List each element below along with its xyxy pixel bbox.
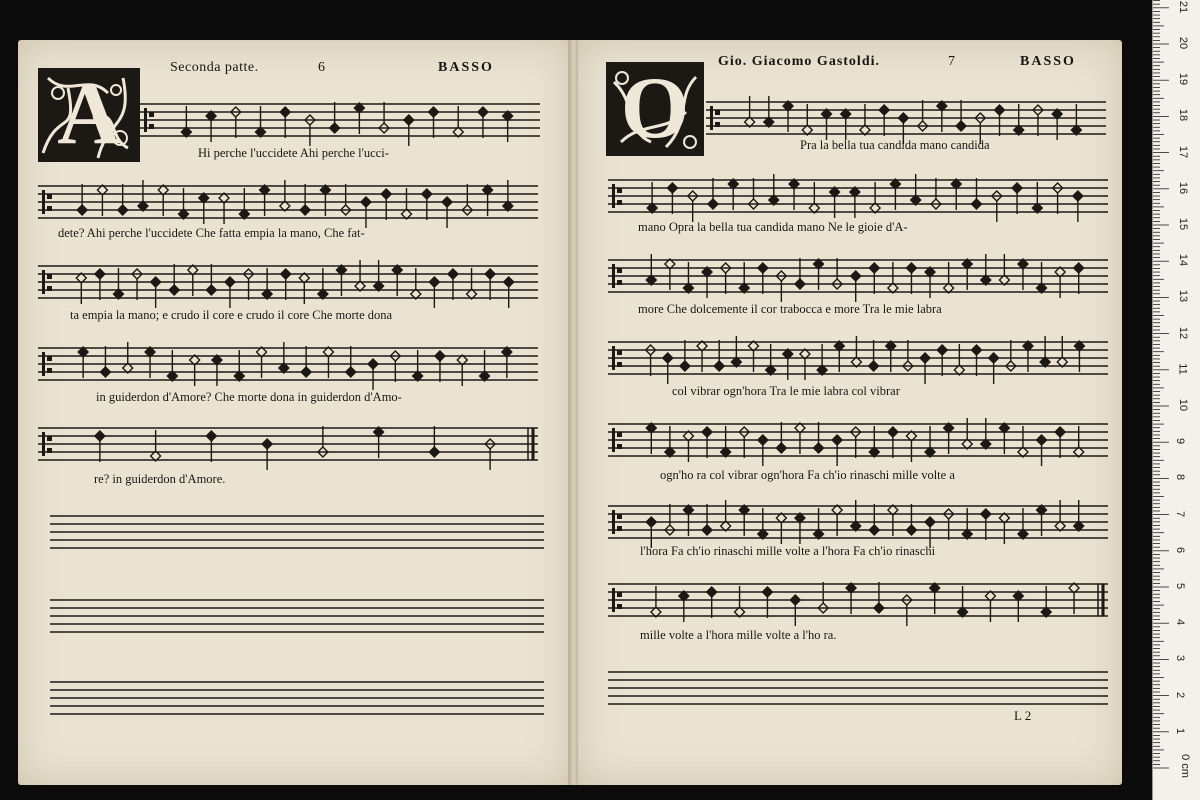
note-icon [300, 184, 310, 215]
note-icon [817, 344, 827, 375]
note-icon [886, 341, 896, 372]
note-icon [301, 346, 311, 377]
note-icon [480, 350, 490, 381]
note-icon [972, 345, 982, 376]
note-icon [920, 353, 930, 384]
note-icon [708, 178, 718, 209]
note-icon [354, 103, 364, 134]
right-page-voice-label: BASSO [1020, 54, 1076, 69]
signature-mark: L 2 [1014, 708, 1032, 723]
note-icon [374, 260, 384, 291]
note-icon [1012, 183, 1022, 214]
note-icon [809, 182, 819, 213]
note-icon [999, 513, 1009, 544]
note-icon [169, 264, 179, 295]
note-icon [355, 260, 365, 291]
note-icon [665, 426, 675, 457]
note-icon [814, 259, 824, 290]
note-icon [758, 508, 768, 539]
note-icon [1052, 109, 1062, 140]
note-icon [962, 508, 972, 539]
note-icon [888, 262, 898, 293]
note-icon [851, 271, 861, 302]
note-icon [422, 189, 432, 220]
note-icon [151, 277, 161, 308]
note-icon [404, 115, 414, 146]
note-icon [795, 258, 805, 289]
note-icon [97, 185, 107, 216]
note-icon [1018, 426, 1028, 457]
note-icon [879, 105, 889, 136]
note-icon [739, 262, 749, 293]
note-icon [181, 106, 191, 137]
ruler-number: 14 [1177, 254, 1190, 267]
note-icon [874, 582, 884, 613]
music-staff [38, 416, 538, 480]
note-icon [179, 188, 189, 219]
empty-music-staff [50, 670, 544, 714]
note-icon [1074, 426, 1084, 457]
note-icon [190, 355, 200, 386]
left-page-section-title: Seconda patte. [170, 60, 259, 75]
note-icon [646, 254, 656, 285]
lyric-line: l'hora Fa ch'io rinaschi mille volte a l'hora Fa ch'io rinaschi [640, 544, 936, 558]
note-icon [758, 263, 768, 294]
decorated-initial-o [606, 62, 704, 156]
note-icon [776, 422, 786, 453]
note-icon [783, 349, 793, 380]
note-icon [206, 264, 216, 295]
note-icon [1057, 336, 1067, 367]
note-icon [989, 353, 999, 384]
note-icon [1055, 267, 1065, 298]
note-icon [680, 340, 690, 371]
initial-letter: O [620, 62, 690, 156]
note-icon [702, 267, 712, 298]
note-icon [281, 269, 291, 300]
note-icon [95, 269, 105, 300]
note-icon [789, 179, 799, 210]
note-icon [735, 586, 745, 617]
note-icon [814, 508, 824, 539]
note-icon [225, 277, 235, 308]
note-icon [850, 187, 860, 218]
note-icon [888, 505, 898, 536]
note-icon [206, 431, 216, 462]
lyric-line: ta empia la mano; e crudo il core e crudo il core Che morte dona [70, 308, 393, 322]
music-staff [608, 572, 1108, 636]
ruler-number: 1 [1174, 727, 1187, 734]
empty-music-staff [608, 660, 1108, 704]
note-icon [1055, 500, 1065, 531]
note-icon [721, 500, 731, 531]
ruler-number: 9 [1174, 438, 1187, 445]
note-icon [234, 350, 244, 381]
note-icon [113, 268, 123, 299]
ruler-number: 12 [1177, 326, 1190, 339]
note-icon [485, 269, 495, 300]
ruler-number: 11 [1176, 363, 1189, 375]
note-icon [958, 586, 968, 617]
note-icon [504, 277, 514, 308]
ruler-number: 4 [1174, 619, 1187, 626]
note-icon [442, 197, 452, 228]
note-icon [834, 341, 844, 372]
lyric-line: Hi perche l'uccidete Ahi perche l'ucci- [198, 146, 389, 160]
note-icon [697, 341, 707, 372]
note-icon [503, 180, 513, 211]
lyric-line: col vibrar ogn'hora Tra le mie labra col vibrar [672, 384, 900, 398]
note-icon [869, 504, 879, 535]
note-icon [683, 505, 693, 536]
note-icon [841, 109, 851, 140]
note-icon [1071, 104, 1081, 135]
note-icon [100, 346, 110, 377]
note-icon [374, 427, 384, 458]
note-icon [167, 350, 177, 381]
note-icon [1040, 336, 1050, 367]
ruler-number: 6 [1174, 546, 1187, 553]
note-icon [280, 180, 290, 211]
note-icon [1041, 586, 1051, 617]
ruler-number: 7 [1174, 510, 1187, 517]
note-icon [683, 431, 693, 462]
note-icon [999, 254, 1009, 285]
note-icon [869, 426, 879, 457]
left-page-voice-label: BASSO [438, 60, 494, 75]
note-icon [764, 96, 774, 127]
note-icon [906, 431, 916, 462]
note-icon [1037, 262, 1047, 293]
note-icon [731, 336, 741, 367]
decorated-initial-a [38, 68, 140, 162]
note-icon [330, 102, 340, 133]
note-icon [467, 268, 477, 299]
note-icon [665, 259, 675, 290]
lyric-line: in guiderdon d'Amore? Che morte dona in guiderdon d'Amo- [96, 390, 402, 404]
note-icon [869, 263, 879, 294]
note-icon [457, 355, 467, 386]
empty-music-staff [50, 504, 544, 548]
note-icon [1074, 500, 1084, 531]
note-icon [503, 111, 513, 142]
note-icon [832, 435, 842, 466]
note-icon [906, 263, 916, 294]
note-icon [776, 513, 786, 544]
note-icon [318, 268, 328, 299]
note-icon [1023, 341, 1033, 372]
note-icon [911, 174, 921, 205]
note-icon [413, 350, 423, 381]
note-icon [985, 591, 995, 622]
music-staff [608, 412, 1108, 476]
note-icon [483, 185, 493, 216]
note-icon [429, 277, 439, 308]
note-icon [239, 188, 249, 219]
note-icon [981, 418, 991, 449]
note-icon [944, 262, 954, 293]
note-icon [158, 185, 168, 216]
note-icon [392, 265, 402, 296]
note-icon [930, 583, 940, 614]
note-icon [1074, 263, 1084, 294]
note-icon [702, 504, 712, 535]
note-icon [832, 505, 842, 536]
note-icon [995, 105, 1005, 136]
note-icon [925, 426, 935, 457]
note-icon [280, 107, 290, 138]
note-icon [851, 336, 861, 367]
right-page-composer: Gio. Giacomo Gastoldi. [718, 54, 880, 69]
note-icon [78, 347, 88, 378]
note-icon [956, 100, 966, 131]
note-icon [77, 184, 87, 215]
note-icon [188, 265, 198, 296]
note-icon [260, 185, 270, 216]
ruler-number: 19 [1177, 73, 1190, 86]
note-icon [679, 591, 689, 622]
right-page [578, 40, 1122, 785]
note-icon [212, 355, 222, 386]
note-icon [951, 179, 961, 210]
ruler-number: 21 [1177, 0, 1190, 13]
note-icon [262, 439, 272, 470]
note-icon [739, 505, 749, 536]
lyric-line: re? in guiderdon d'Amore. [94, 472, 226, 486]
note-icon [981, 509, 991, 540]
note-icon [860, 104, 870, 135]
note-icon [758, 435, 768, 466]
note-icon [981, 254, 991, 285]
note-icon [1037, 505, 1047, 536]
note-icon [937, 345, 947, 376]
note-icon [728, 179, 738, 210]
note-icon [219, 193, 229, 224]
ruler-number: 10 [1177, 398, 1190, 412]
note-icon [749, 341, 759, 372]
ruler-number: 2 [1174, 691, 1187, 698]
note-icon [1018, 508, 1028, 539]
note-icon [851, 500, 861, 531]
note-icon [256, 106, 266, 137]
note-icon [1032, 182, 1042, 213]
note-icon [925, 267, 935, 298]
note-icon [814, 422, 824, 453]
ruler-number: 18 [1177, 109, 1190, 122]
note-icon [361, 197, 371, 228]
measurement-ruler [1152, 0, 1200, 800]
note-icon [320, 185, 330, 216]
note-icon [279, 342, 289, 373]
lyric-line: mano Opra la bella tua candida mano Ne le gioie d'A- [638, 220, 908, 234]
ruler-number: 16 [1177, 181, 1190, 194]
note-icon [323, 347, 333, 378]
note-icon [795, 513, 805, 544]
note-icon [667, 183, 677, 214]
note-icon [381, 189, 391, 220]
note-icon [145, 347, 155, 378]
ruler-number: 15 [1177, 217, 1190, 231]
note-icon [336, 265, 346, 296]
note-icon [846, 583, 856, 614]
note-icon [1069, 583, 1079, 614]
note-icon [830, 187, 840, 218]
note-icon [1074, 341, 1084, 372]
ruler-number: 17 [1177, 145, 1190, 158]
note-icon [702, 427, 712, 458]
note-icon [1073, 191, 1083, 222]
note-icon [429, 107, 439, 138]
left-page-number: 6 [318, 60, 326, 75]
ruler-number: 13 [1177, 290, 1190, 303]
initial-letter: A [57, 68, 121, 162]
note-icon [257, 347, 267, 378]
note-icon [478, 107, 488, 138]
note-icon [999, 423, 1009, 454]
note-icon [429, 426, 439, 457]
note-icon [683, 262, 693, 293]
note-icon [790, 595, 800, 626]
note-icon [1014, 104, 1024, 135]
note-icon [138, 180, 148, 211]
note-icon [745, 96, 755, 127]
note-icon [869, 340, 879, 371]
note-icon [714, 340, 724, 371]
note-icon [663, 353, 673, 384]
lyric-line: mille volte a l'hora mille volte a l'ho ra. [640, 628, 837, 642]
ruler-number: 5 [1174, 582, 1187, 590]
lyric-line: Pra la bella tua candida mano candida [800, 138, 990, 152]
note-icon [299, 273, 309, 304]
note-icon [453, 106, 463, 137]
ruler-number: 20 [1177, 36, 1190, 50]
note-icon [262, 268, 272, 299]
note-icon [151, 430, 161, 461]
note-icon [870, 182, 880, 213]
note-icon [1037, 435, 1047, 466]
note-icon [435, 351, 445, 382]
note-icon [944, 423, 954, 454]
lyric-line: ogn'ho ra col vibrar ogn'hora Fa ch'io rinaschi mille volte a [660, 468, 955, 482]
ruler-unit-label: 0 cm [1178, 754, 1191, 778]
note-icon [721, 426, 731, 457]
note-icon [411, 268, 421, 299]
note-icon [647, 182, 657, 213]
note-icon [890, 179, 900, 210]
note-icon [954, 344, 964, 375]
note-icon [937, 101, 947, 132]
note-icon [800, 349, 810, 380]
note-icon [783, 101, 793, 132]
note-icon [402, 188, 412, 219]
ruler-number: 8 [1174, 474, 1187, 481]
note-icon [346, 346, 356, 377]
note-icon [906, 504, 916, 535]
note-icon [972, 178, 982, 209]
note-icon [95, 431, 105, 462]
note-icon [368, 359, 378, 390]
note-icon [707, 587, 717, 618]
ruler-number: 3 [1174, 655, 1187, 662]
note-icon [1018, 259, 1028, 290]
note-icon [802, 104, 812, 135]
note-icon [762, 587, 772, 618]
note-icon [1055, 427, 1065, 458]
note-icon [123, 342, 133, 373]
note-icon [766, 344, 776, 375]
note-icon [646, 423, 656, 454]
note-icon [962, 418, 972, 449]
note-icon [1013, 591, 1023, 622]
note-icon [448, 269, 458, 300]
note-icon [206, 111, 216, 142]
note-icon [769, 174, 779, 205]
note-icon [962, 259, 972, 290]
lyric-line: dete? Ahi perche l'uccidete Che fatta empia la mano, Che fat- [58, 226, 365, 240]
note-icon [199, 193, 209, 224]
left-page [18, 40, 570, 785]
right-page-number: 7 [948, 54, 956, 69]
note-icon [795, 423, 805, 454]
empty-music-staff [50, 588, 544, 632]
note-icon [502, 347, 512, 378]
lyric-line: more Che dolcemente il cor trabocca e more Tra le mie labra [638, 302, 942, 316]
note-icon [888, 427, 898, 458]
note-icon [76, 273, 86, 304]
note-icon [822, 109, 832, 140]
note-icon [651, 586, 661, 617]
note-icon [118, 184, 128, 215]
